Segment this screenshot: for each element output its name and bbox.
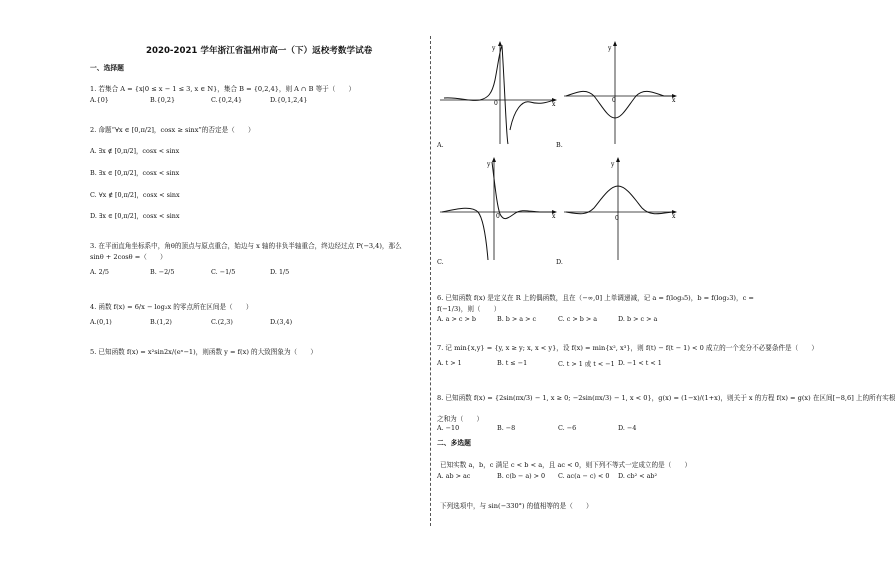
q6-stem-line1: 6. 已知函数 f(x) 是定义在 R 上的偶函数，且在（−∞,0] 上单调递减，记 a = f(log₃5)，b = f(log₂3)，c = [437,294,754,302]
exam-title: 2020-2021 学年浙江省温州市高一（下）返校考数学试卷 [146,46,373,56]
q8-option-b[interactable]: B. −8 [497,424,516,432]
q1-option-a[interactable]: A.{0} [90,96,109,104]
q9-option-a[interactable]: A. ab > ac [437,472,471,480]
q3-option-c[interactable]: C. −1/5 [211,268,236,276]
q1-stem: 1. 若集合 A = {x|0 ≤ x − 1 ≤ 3, x ∈ N}，集合 B = {0,2,4}，则 A ∩ B 等于（ ） [90,85,356,93]
q2-stem: 2. 命题“∀x ∈ [0,π/2]，cosx ≥ sinx”的否定是（ ） [90,126,255,134]
graph-b[interactable] [560,40,680,148]
q2-option-d[interactable]: D. ∃x ∈ [0,π/2]，cosx < sinx [90,212,180,220]
section-heading-choice: 一、选择题 [90,64,124,72]
q7-option-d[interactable]: D. −1 < t < 1 [618,359,662,367]
q6-option-b[interactable]: B. b > a > c [497,315,537,323]
q1-option-b[interactable]: B.{0,2} [150,96,176,104]
q6-stem-line2: f(−1/3)，则（ ） [437,305,501,313]
q7-option-c[interactable]: C. t > 1 或 t < −1 [558,360,615,368]
q7-stem: 7. 记 min{x,y} = {y, x ≥ y; x, x < y}，设 f(x) = min{x², x³}，则 f(t) − f(t − 1) < 0 成立的一个充分不必要条件是（ ） [437,344,819,352]
graph-a-label[interactable]: A. [437,141,444,149]
q1-option-d[interactable]: D.{0,1,2,4} [270,96,308,104]
graph-c-origin-label: 0 [496,213,500,220]
q8-stem-line1: 8. 已知函数 f(x) = {2sin(πx/3) − 1, x ≥ 0; −2sin(πx/3) − 1, x < 0}，g(x) = (1−x)/(1+x)，则关于 x 的方程 f(x) = g(x) 在区间[−8,6] 上的所有实根 [437,394,895,402]
q9-option-d[interactable]: D. cb² < ab² [618,472,658,480]
q1-option-c[interactable]: C.{0,2,4} [211,96,243,104]
graph-c-label[interactable]: C. [437,258,444,266]
q3-stem-line2: sinθ + 2cosθ =（ ） [90,253,167,261]
q8-option-d[interactable]: D. −4 [618,424,637,432]
q4-option-d[interactable]: D.(3,4) [270,318,293,326]
q6-option-d[interactable]: D. b > c > a [618,315,658,323]
graph-a-y-label: y [492,45,496,52]
graph-b-y-label: y [608,45,612,52]
section-heading-multi: 二、多选题 [437,439,471,447]
graph-a[interactable] [440,40,560,148]
graph-b-label[interactable]: B. [556,141,563,149]
graph-c-x-label: x [552,213,556,220]
graph-b-origin-label: 0 [612,97,616,104]
q3-option-b[interactable]: B. −2/5 [150,268,175,276]
graph-d-x-label: x [672,213,676,220]
q4-option-c[interactable]: C.(2,3) [211,318,233,326]
q2-option-c[interactable]: C. ∀x ∉ [0,π/2]，cosx < sinx [90,191,180,199]
column-divider [430,36,431,526]
graph-a-x-label: x [552,101,556,108]
graph-d-y-label: y [611,161,615,168]
graph-b-x-label: x [672,97,676,104]
q3-stem-line1: 3. 在平面直角坐标系中，角θ的顶点与原点重合，始边与 x 轴的非负半轴重合，终边经过点 P(−3,4)，那么 [90,242,402,250]
q9-option-b[interactable]: B. c(b − a) > 0 [497,472,546,480]
q9-option-c[interactable]: C. ac(a − c) < 0 [558,472,610,480]
graph-d-label[interactable]: D. [556,258,563,266]
q7-option-b[interactable]: B. t ≤ −1 [497,359,528,367]
q6-option-c[interactable]: C. c > b > a [558,315,598,323]
graph-c-y-label: y [487,161,491,168]
q2-option-a[interactable]: A. ∃x ∉ [0,π/2]，cosx < sinx [90,147,180,155]
graph-c[interactable] [440,156,560,264]
q9-stem: 已知实数 a，b，c 满足 c < b < a，且 ac < 0，则下列不等式一定成立的是（ ） [440,461,692,469]
graph-d-origin-label: 0 [615,215,619,222]
q4-stem: 4. 函数 f(x) = 6/x − log₂x 的零点所在区间是（ ） [90,303,253,311]
q8-option-c[interactable]: C. −6 [558,424,577,432]
graph-d[interactable] [560,156,680,264]
q4-option-b[interactable]: B.(1,2) [150,318,172,326]
q2-option-b[interactable]: B. ∃x ∈ [0,π/2]，cosx < sinx [90,169,180,177]
q10-stem: 下列选项中，与 sin(−330°) 的值相等的是（ ） [440,502,593,510]
q6-option-a[interactable]: A. a > c > b [437,315,476,323]
graph-a-origin-label: 0 [494,100,498,107]
q7-option-a[interactable]: A. t > 1 [437,359,462,367]
q3-option-a[interactable]: A. 2/5 [90,268,109,276]
q4-option-a[interactable]: A.(0,1) [90,318,112,326]
q5-stem: 5. 已知函数 f(x) = x²sin2x/(eˣ−1)，则函数 y = f(x) 的大致图象为（ ） [90,348,317,356]
q8-stem-line2: 之和为（ ） [437,415,484,423]
q8-option-a[interactable]: A. −10 [437,424,460,432]
q3-option-d[interactable]: D. 1/5 [270,268,290,276]
